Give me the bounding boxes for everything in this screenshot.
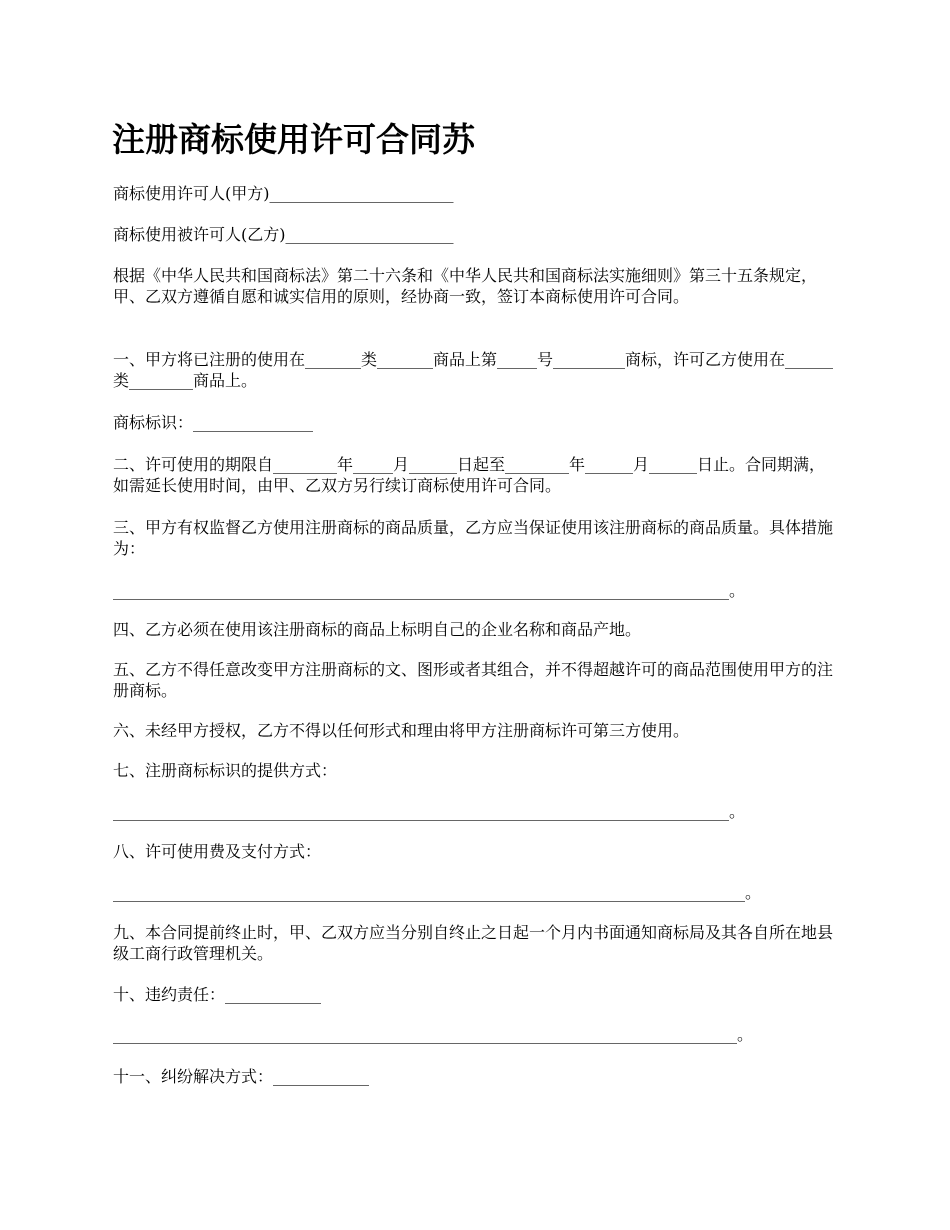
clause-8: 八、许可使用费及支付方式： [113,842,322,861]
clause-1: 一、甲方将已注册的使用在_______类_______商品上第_____号_________商标，许可乙方使用在______类________商品上。 [113,350,834,390]
clause-11: 十一、纠纷解决方式：____________ [113,1067,370,1086]
clause-4: 四、乙方必须在使用该注册商标的商品上标明自己的企业名称和商品产地。 [113,620,642,639]
blank-line-mark-supply: _____________________________________________________________________________。 [113,802,745,821]
trademark-mark-line: 商标标识：_______________ [113,413,314,432]
clause-9: 九、本合同提前终止时，甲、乙双方应当分别自终止之日起一个月内书面通知商标局及其各自所在地县级工商行政管理机关。 [113,923,834,963]
clause-7: 七、注册商标标识的提供方式： [113,761,338,780]
blank-line-liability: ______________________________________________________________________________。 [113,1025,753,1044]
clause-2: 二、许可使用的期限自________年_____月______日起至________年______月______日止。合同期满，如需延长使用时间，由甲、乙双方另行续订商标使用许可合同。 [113,455,826,495]
blank-line-measures: _____________________________________________________________________________。 [113,581,745,600]
licensee-line: 商标使用被许可人(乙方)_____________________ [113,225,454,244]
clause-10: 十、违约责任：____________ [113,985,322,1004]
clause-3: 三、甲方有权监督乙方使用注册商标的商品质量，乙方应当保证使用该注册商标的商品质量。具体措施为： [113,518,834,558]
clause-5: 五、乙方不得任意改变甲方注册商标的文、图形或者其组合，并不得超越许可的商品范围使用甲方的注册商标。 [113,660,834,700]
document-title: 注册商标使用许可合同苏 [112,120,475,159]
preamble-paragraph: 根据《中华人民共和国商标法》第二十六条和《中华人民共和国商标法实施细则》第三十五条规定，甲、乙双方遵循自愿和诚实信用的原则，经协商一致，签订本商标使用许可合同。 [113,266,818,306]
clause-6: 六、未经甲方授权，乙方不得以任何形式和理由将甲方注册商标许可第三方使用。 [113,721,690,740]
licensor-line: 商标使用许可人(甲方)_______________________ [113,184,454,203]
blank-line-fee: _______________________________________________________________________________。 [113,883,761,902]
